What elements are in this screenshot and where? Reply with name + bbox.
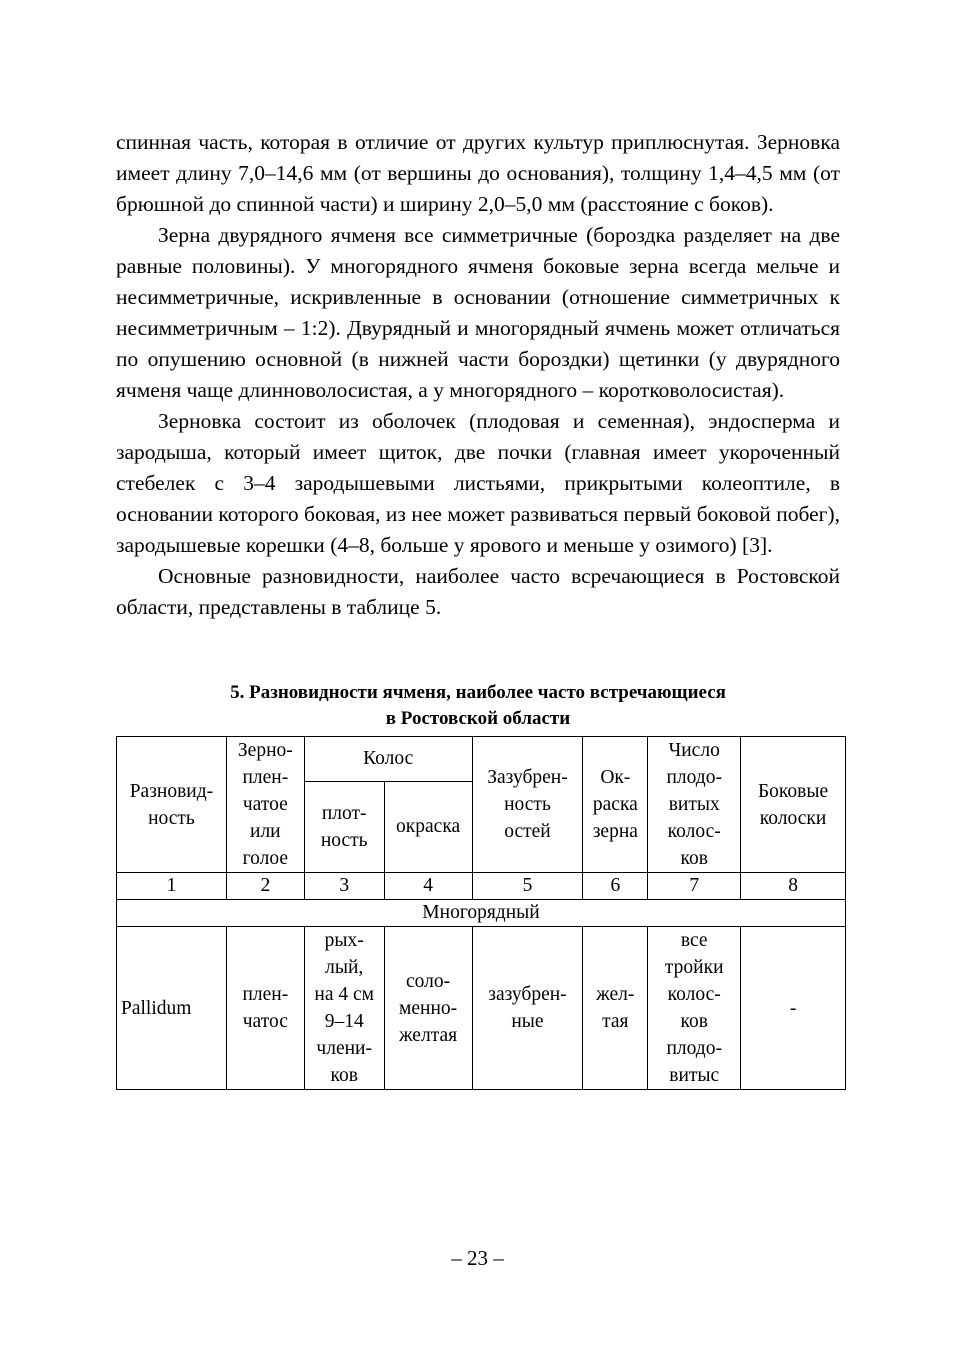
cell-grain-color: жел- тая [583, 927, 648, 1090]
group-label: Многорядный [117, 900, 846, 927]
header-color: окраска [384, 781, 472, 872]
table-row [117, 927, 846, 1090]
header-grain: Зерно- плен- чатое или голое [226, 737, 304, 873]
cell-lateral: - [741, 927, 846, 1090]
table-caption-line-1: 5. Разновидности ячменя, наиболее часто встречающиеся [230, 682, 726, 703]
column-number: 6 [583, 873, 648, 900]
paragraph-1: спинная часть, которая в отличие от других культур приплюснутая. Зерновка имеет длину 7,0–14,6 мм (от вершины до основания), толщину 1,4–4,5 мм (от брюшной до спинной части) и ширину 2,0–5,0 мм (расстояние с боков). [116, 130, 840, 216]
page-number: – 23 – [451, 1246, 504, 1270]
table-caption-line-2: в Ростовской области [385, 708, 571, 729]
column-number: 7 [648, 873, 741, 900]
column-number: 8 [741, 873, 846, 900]
paragraph-4: Основные разновидности, наиболее часто всречающиеся в Ростовской области, представлены в таблице 5. [116, 564, 840, 619]
header-ear: Колос [304, 737, 472, 782]
cell-variety: Pallidum [117, 927, 227, 1090]
cell-awns: зазубрен- ные [472, 927, 583, 1090]
cell-density: рых- лый, на 4 см 9–14 члени- ков [304, 927, 384, 1090]
column-number: 2 [226, 873, 304, 900]
paragraph-2: Зерна двурядного ячменя все симметричные (бороздка разделяет на две равные половины). У многорядного ячменя боковые зерна всегда мельче и несимметричные, искривленные в основании (отношение симметричных к несимметричным – 1:2). Двурядный и многорядный ячмень может отличаться по опушению основной (в нижней части бороздки) щетинки (у двурядного ячменя чаще длинноволосистая, а у многорядного – коротковолосистая). [116, 223, 840, 402]
cell-fertile: все тройки колос- ков плодо- витыс [648, 927, 741, 1090]
header-density: плот- ность [304, 781, 384, 872]
column-number: 3 [304, 873, 384, 900]
header-grain-color: Ок- раска зерна [583, 737, 648, 873]
header-fertile: Число плодо- витых колос- ков [648, 737, 741, 873]
varieties-table [116, 736, 846, 1090]
column-number: 1 [117, 873, 227, 900]
cell-color: соло- менно- желтая [384, 927, 472, 1090]
header-awns: Зазубрен- ность остей [472, 737, 583, 873]
column-number: 4 [384, 873, 472, 900]
group-row [117, 900, 846, 927]
column-number: 5 [472, 873, 583, 900]
table-caption [116, 680, 840, 732]
header-row-1 [117, 737, 846, 782]
paragraph-3: Зерновка состоит из оболочек (плодовая и семенная), эндосперма и зародыша, который имеет щиток, две почки (главная имеет укороченный стебелек с 3–4 зародышевыми листьями, прикрытыми колеоптиле, в основании которого боковая, из нее может развиваться первый боковой побег), зародышевые корешки (4–8, больше у ярового и меньше у озимого) [3]. [116, 409, 840, 557]
column-number-row [117, 873, 846, 900]
header-lateral: Боковые колоски [741, 737, 846, 873]
cell-grain: плен- чатос [226, 927, 304, 1090]
header-variety: Разновид- ность [117, 737, 227, 873]
page-content [116, 127, 840, 1090]
